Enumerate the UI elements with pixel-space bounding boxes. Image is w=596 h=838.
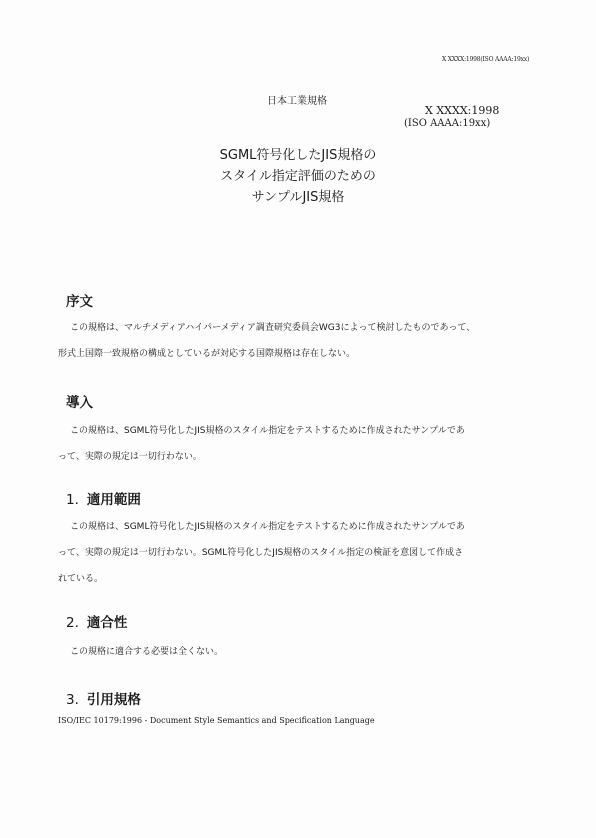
document-title xyxy=(0,145,596,208)
organization-name: 日本工業規格 xyxy=(267,96,327,107)
paragraph-line: れている。 xyxy=(58,574,104,584)
section-heading-references xyxy=(66,688,141,708)
standard-number: X XXXX:1998 xyxy=(425,104,500,117)
title-line: スタイル指定評価のための xyxy=(220,169,376,184)
paragraph-line: この規格は、SGML符号化したJIS規格のスタイル指定をテストするために作成されたサンプルであ xyxy=(70,426,465,436)
section-heading-conformance xyxy=(66,611,127,631)
section-heading-scope xyxy=(66,488,141,508)
header-standard-code: X XXXX:1998(ISO AAAA:19xx) xyxy=(442,56,530,63)
conformance-paragraph xyxy=(58,639,558,665)
section-heading-introduction xyxy=(66,391,93,411)
paragraph-line: この規格は、マルチメディアハイパーメディア調査研究委員会WG3によって検討したものであって、 xyxy=(70,323,476,333)
paragraph-line: って、実際の規定は一切行わない。SGML符号化したJIS規格のスタイル指定の検証を意図して作成さ xyxy=(58,548,464,558)
heading-text: 引用規格 xyxy=(86,692,141,708)
paragraph-line: この規格は、SGML符号化したJIS規格のスタイル指定をテストするために作成されたサンプルであ xyxy=(70,522,465,532)
foreword-paragraph xyxy=(58,315,558,367)
iso-number: (ISO AAAA:19xx) xyxy=(404,118,491,129)
heading-text: 適合性 xyxy=(86,615,128,631)
heading-text: 適用範囲 xyxy=(86,492,141,508)
section-number: 1. xyxy=(66,492,79,508)
section-number: 3. xyxy=(66,692,79,708)
paragraph-line: って、実際の規定は一切行わない。 xyxy=(58,452,202,462)
introduction-paragraph xyxy=(58,418,558,470)
section-heading-foreword xyxy=(66,290,93,310)
heading-text: 導入 xyxy=(66,395,93,411)
title-line: サンプルJIS規格 xyxy=(251,190,345,205)
scope-paragraph xyxy=(58,514,558,592)
section-number: 2. xyxy=(66,615,79,631)
title-line: SGML符号化したJIS規格の xyxy=(219,148,377,163)
reference-item: ISO/IEC 10179:1996 - Document Style Semantics and Specification Language xyxy=(58,716,375,725)
heading-text: 序文 xyxy=(66,294,93,310)
paragraph-line: 形式上国際一致規格の構成としているが対応する国際規格は存在しない。 xyxy=(58,349,356,359)
paragraph-line: この規格に適合する必要は全くない。 xyxy=(70,647,224,657)
